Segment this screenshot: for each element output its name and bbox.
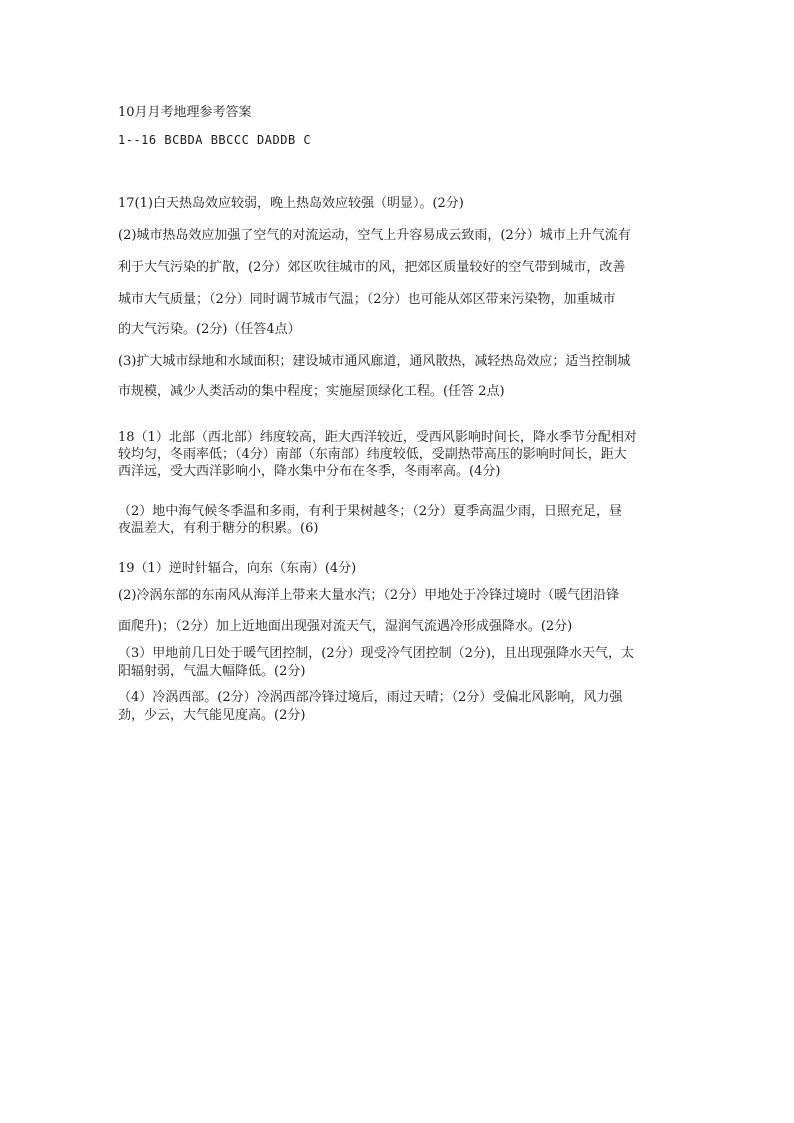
q18a-line-1: 18（1）北部（西北部）纬度较高，距大西洋较近，受西风影响时间长，降水季节分配相对 [118, 430, 637, 445]
q17-line-2: (2)城市热岛效应加强了空气的对流运动，空气上升容易成云致雨，(2分）城市上升气流有 [118, 228, 631, 243]
q17-line-6: (3)扩大城市绿地和水域面积；建设城市通风廊道，通风散热，减轻热岛效应；适当控制城 [118, 354, 631, 369]
q19-line-1: 19（1）逆时针辐合，向东（东南）(4分) [118, 561, 357, 576]
q17-line-1: 17(1)白天热岛效应较弱，晚上热岛效应较强（明显）。(2分) [118, 196, 464, 211]
q18b-line-2: 夜温差大，有利于糖分的积累。(6) [118, 521, 319, 536]
q19-line-4: （3）甲地前几日处于暖气团控制，(2分）现受冷气团控制（2分)，且出现强降水天气，太 [118, 646, 634, 661]
q19-line-2: (2)冷涡东部的东南风从海洋上带来大量水汽；（2分）甲地处于冷锋过境时（暖气团沿锋 [118, 588, 620, 603]
q17-line-7: 市规模，减少人类活动的集中程度；实施屋顶绿化工程。(任答 2点) [118, 384, 505, 399]
document-title: 10月月考地理参考答案 [118, 105, 252, 120]
q19-line-3: 面爬升)；（2分）加上近地面出现强对流天气，湿润气流遇冷形成强降水。(2分) [118, 619, 573, 634]
multiple-choice-answers: 1--16 BCBDA BBCCC DADDB C [118, 133, 312, 147]
q18a-line-3: 西洋远，受大西洋影响小，降水集中分布在冬季，冬雨率高。(4分) [118, 464, 501, 479]
q19-line-6: （4）冷涡西部。(2分）冷涡西部冷锋过境后，雨过天晴；（2分）受偏北风影响，风力强 [118, 690, 623, 705]
q18a-line-2: 较均匀，冬雨率低；（4分）南部（东南部）纬度较低，受副热带高压的影响时间长，距大 [118, 447, 627, 462]
q18b-line-1: （2）地中海气候冬季温和多雨，有利于果树越冬；（2分）夏季高温少雨，日照充足，昼 [118, 504, 623, 519]
q17-line-5: 的大气污染。(2分)（任答4点） [118, 322, 301, 337]
q17-line-4: 城市大气质量；（2分）同时调节城市气温；（2分）也可能从郊区带来污染物，加重城市 [118, 292, 616, 307]
q19-line-5: 阳辐射弱，气温大幅降低。(2分) [118, 664, 306, 679]
q17-line-3: 利于大气污染的扩散，(2分）郊区吹往城市的风，把郊区质量较好的空气带到城市，改善 [118, 260, 626, 275]
q19-line-7: 劲，少云，大气能见度高。(2分) [118, 708, 306, 723]
